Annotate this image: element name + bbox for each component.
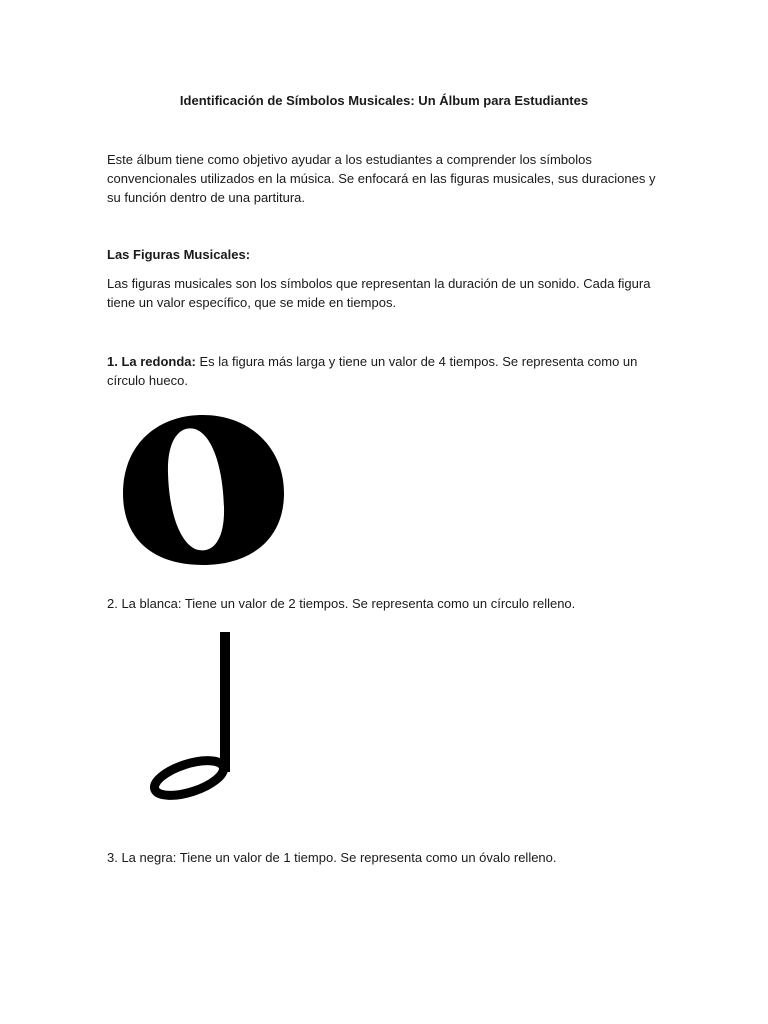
section-heading: Las Figuras Musicales: — [107, 247, 251, 262]
half-note-icon — [137, 628, 237, 806]
intro-paragraph: Este álbum tiene como objetivo ayudar a los estudiantes a comprender los símbolos convencionales utilizados en la música. Se enfocará en las figuras musicales, sus duraciones y su función dentro de una partitura. — [107, 152, 656, 205]
item-blanca: 2. La blanca: Tiene un valor de 2 tiempos. Se representa como un círculo relleno. — [107, 596, 576, 611]
item-redonda-text: Es la figura más larga y tiene un valor de 4 tiempos. Se representa como un círculo hueco. — [107, 354, 638, 388]
document-title: Identificación de Símbolos Musicales: Un Álbum para Estudiantes — [179, 93, 589, 108]
whole-note-icon — [109, 403, 287, 579]
item-redonda — [107, 352, 667, 390]
section-paragraph: Las figuras musicales son los símbolos que representan la duración de un sonido. Cada figura tiene un valor específico, que se mide en tiempos. — [107, 276, 651, 310]
item-redonda-label: 1. La redonda: — [107, 354, 196, 369]
item-negra: 3. La negra: Tiene un valor de 1 tiempo. Se representa como un óvalo relleno. — [107, 850, 557, 865]
